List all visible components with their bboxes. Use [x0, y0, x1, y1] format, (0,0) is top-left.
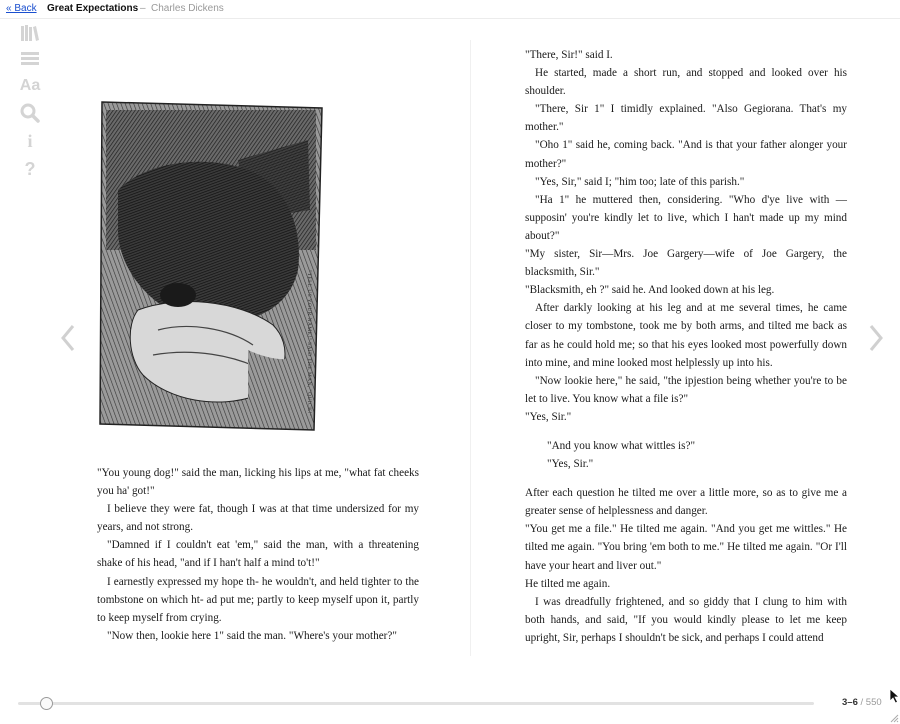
help-button[interactable]	[18, 158, 42, 180]
chevron-left-icon	[58, 322, 78, 354]
contents-button[interactable]	[18, 48, 42, 70]
paragraph: "Damned if I couldn't eat 'em," said the man, with a threatening shake of his head, "and if I han't half a mind to't!"	[97, 539, 419, 570]
top-bar	[0, 0, 900, 18]
paragraph: "Oho 1" said he, coming back. "And is that your father alonger your mother?"	[525, 139, 847, 170]
paragraph: "There, Sir 1" I timidly explained. "Also Gegiorana. That's my mother."	[525, 103, 847, 134]
back-link[interactable]: « Back	[6, 3, 37, 14]
library-icon	[20, 24, 40, 42]
spacer	[525, 426, 847, 437]
page-slider[interactable]	[18, 694, 814, 712]
paragraph: "You get me a file." He tilted me again. "And you get me wittles." He tilted me again. "You bring 'em both to me." He tilted me again. "Or I'll have your heart and liver out."	[525, 523, 847, 572]
help-icon: ?	[24, 158, 36, 179]
spacer	[525, 473, 847, 484]
right-page-text	[525, 46, 847, 647]
info-icon: i	[27, 130, 33, 151]
paragraph: "Now lookie here," he said, "the ipjestion being whether you're to be let to live. You know what a file is?"	[525, 374, 847, 405]
book-title: Great Expectations	[47, 3, 139, 14]
engraving-illustration	[98, 100, 326, 434]
paragraph: After darkly looking at his leg and at me several times, he came closer to my tombstone, took me by both arms, and tilted me back as far as he could hold me; so that his eyes looked most powerfully down into mine, and mine looked most helplessly up into his.	[525, 302, 847, 369]
slider-thumb[interactable]	[40, 697, 53, 710]
paragraph: "Yes, Sir," said I; "him too; late of this parish."	[535, 175, 745, 188]
library-button[interactable]	[18, 22, 42, 44]
paragraph: "Ha 1" he muttered then, considering. "Who d'ye live with — supposin' you're kindly let to live, which I han't made up my mind about?"	[525, 193, 847, 242]
previous-page-button[interactable]	[58, 322, 78, 354]
paragraph: "There, Sir!" said I.	[525, 49, 613, 61]
illustration-caption: "TELL US YOUR NAME!" SAID THE MAN, "QUICK!"	[306, 270, 312, 417]
title-separator: –	[140, 3, 146, 14]
paragraph: I was dreadfully frightened, and so giddy that I clung to him with both hands, and said, "If you would kindly please to let me keep upright, Sir, perhaps I shouldn't be sick, and perhaps I could attend	[525, 595, 847, 644]
current-pages: 3–6	[842, 697, 858, 708]
paragraph: I believe they were fat, though I was at that time undersized for my years, and not strong.	[97, 503, 419, 534]
paragraph: After each question he tilted me over a little more, so as to give me a greater sense of helplessness and danger.	[525, 487, 847, 518]
chevron-right-icon	[866, 322, 886, 354]
next-page-button[interactable]	[866, 322, 886, 354]
contents-icon	[20, 51, 40, 67]
book-author: Charles Dickens	[151, 3, 224, 14]
paragraph: "My sister, Sir—Mrs. Joe Gargery—wife of Joe Gargery, the blacksmith, Sir."	[525, 248, 847, 279]
paragraph: "Now then, lookie here 1" said the man. "Where's your mother?"	[107, 629, 397, 642]
search-button[interactable]	[18, 102, 42, 124]
left-page-text	[97, 464, 419, 645]
paragraph: He started, made a short run, and stopped and looked over his shoulder.	[525, 67, 847, 98]
search-icon	[20, 103, 40, 123]
font-size-icon: Aa	[19, 77, 41, 94]
page-separator: /	[860, 697, 864, 708]
total-pages: 550	[865, 697, 882, 708]
paragraph: I earnestly expressed my hope th- he wouldn't, and held tighter to the tombstone on which ht- ad put me; partly to keep myself upon it, partly to keep myself from crying.	[97, 575, 419, 624]
page-counter	[842, 697, 882, 708]
paragraph: "Blacksmith, eh ?" said he. And looked down at his leg.	[525, 284, 775, 297]
info-button[interactable]	[18, 130, 42, 152]
mouse-cursor-icon	[889, 688, 900, 704]
resize-grip-icon[interactable]	[890, 714, 899, 723]
quote-line: "And you know what wittles is?"	[547, 439, 696, 452]
paragraph: He tilted me again.	[525, 577, 611, 590]
paragraph: "You young dog!" said the man, licking his lips at me, "what fat cheeks you ha' got!"	[97, 467, 419, 498]
quote-line: "Yes, Sir."	[547, 458, 594, 471]
slider-track[interactable]	[18, 702, 814, 705]
top-divider	[0, 18, 900, 19]
page-divider	[470, 40, 471, 656]
paragraph: "Yes, Sir."	[525, 410, 572, 423]
font-size-button[interactable]	[18, 75, 42, 97]
